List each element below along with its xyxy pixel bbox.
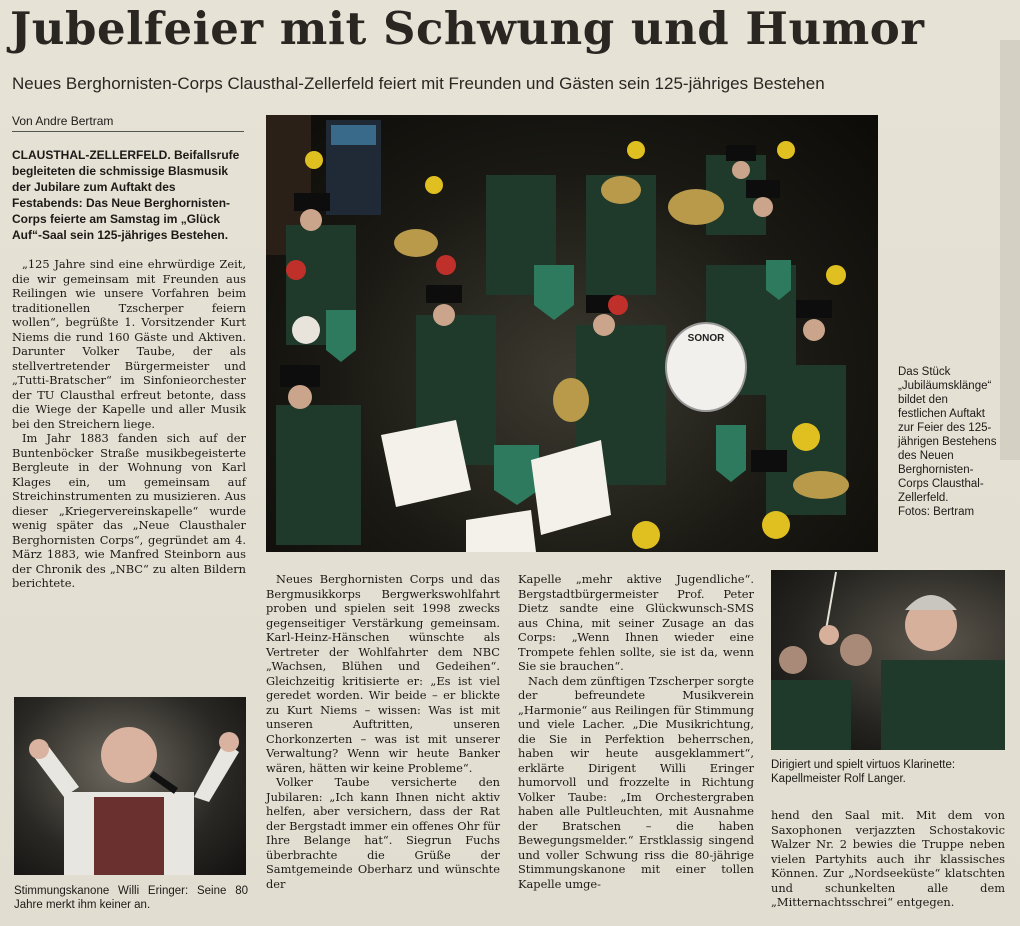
conductor-caption: Dirigiert und spielt virtuos Klarinette: Kapellmeister Rolf Langer. [771,759,956,785]
band-photo [266,115,878,552]
drum-brand: SONOR [687,333,725,344]
article-column-1 [12,147,246,591]
byline: Von Andre Bertram [12,114,244,132]
body-paragraph: Kapelle „mehr aktive Jugendliche“. Bergstadtbürgermeister Prof. Peter Dietz sandte eine Glückwunsch-SMS aus China, mit seiner Zusage an das Corps: „Wenn Ihnen wieder eine Trompete fehlen sollte, sie ist da, wenn Sie sie brauchen“. [518,572,754,673]
headline: Jubelfeier mit Schwung und Humor [10,2,925,55]
body-paragraph: Neues Berghornisten Corps und das Bergmusikkorps Bergwerkswohlfahrt proben und spielen seit 1998 zwecks gegenseitiger Verstärkung gemeinsam. Karl-Heinz-Hänschen wünschte als Vertreter der Wohlfahrter dem NBC „Wachsen, Blühen und Gedeihen“. Gleichzeitig kritisierte er: „Es ist viel geredet worden. Wir beide – er blickte zu Kurt Niems – wissen: Was ist mit unseren Auftritten, unseren Chorkonzerten – was ist mit unserer Verwaltung? Wenn wir heute Banker wären, hätten wir keine Probleme“. [266,572,500,775]
main-photo-caption [898,365,998,519]
body-paragraph: „125 Jahre sind eine ehrwürdige Zeit, die wir gemeinsam mit Freunden aus Reilingen wie unsere Vorfahren beim traditionellen Tzscherper feiern wollen“, begrüßte 1. Vorsitzender Kurt Niems die rund 160 Gäste und Aktiven. Darunter Volker Taube, der als stellvertretender Bürgermeister und „Tutti-Bratscher“ im Sinfonieorchester der TU Clausthal erfreut betonte, dass die Wiege der Kapelle und aller Musik bei den Streichern liege. [12,257,246,431]
body-paragraph: Nach dem zünftigen Tzscherper sorgte der befreundete Musikverein „Harmonie“ aus Reilingen für Stimmung und viele Lacher. „Die Musikrichtung, die Sie in Perfektion beherrschen, haben wir heute ausgeklammert“, erklärte Dirigent Willi Eringer humorvoll und frozzelte in Richtung Volker Taube: „Im Orchestergraben haben alle Pultleuchten, mit Ausnahme der Bratschen – die haben Bewegungsmelder.“ Erstklassig singend und voller Schwung riss die 80-jährige Stimmungskanone mit einer tollen Kapelle umge- [518,673,754,891]
singer-caption: Stimmungskanone Willi Eringer: Seine 80 Jahre merkt ihm keiner an. [14,885,248,911]
subheadline: Neues Berghornisten-Corps Clausthal-Zellerfeld feiert mit Freunden und Gästen sein 125-jähriges Bestehen [12,74,825,93]
singer-photo [14,697,246,875]
article-column-4 [771,808,1005,910]
body-paragraph: hend den Saal mit. Mit dem von Saxophonen verjazzten Schostakovic Walzer Nr. 2 bewies die Truppe neben vielen Partyhits auch ihr klassisches Können. Zur „Nordseeküste“ klatschten und schunkelten alle dem „Mitternachtsschrei“ entgegen. [771,808,1005,909]
article-column-2 [266,572,500,891]
photo-credit: Fotos: Bertram [898,506,975,518]
article-column-3 [518,572,754,891]
conductor-photo [771,570,1005,750]
main-caption-text: Das Stück „Jubiläumsklänge“ bildet den festlichen Auftakt zur Feier des 125-jährigen Bestehens des Neuen Berghornisten-Corps Clausthal-Zellerfeld. [898,366,997,504]
body-paragraph: Volker Taube versicherte den Jubilaren: „Ich kann Ihnen nicht aktiv helfen, aber versichern, dass der Rat der Bergstadt immer ein offenes Ohr für Ihre Belange hat“. Siegrun Fuchs überbrachte die Grüße der Samtgemeinde Oberharz und wünschte der [266,775,501,891]
adjacent-page-edge [1000,40,1020,460]
lead-paragraph: CLAUSTHAL-ZELLERFELD. Beifallsrufe begleiteten die schmissige Blasmusik der Jubilare zum Auftakt des Festabends: Das Neue Berghornisten-Corps feierte am Samstag im „Glück Auf“-Saal sein 125-jähriges Bestehen. [12,148,240,242]
body-paragraph: Im Jahr 1883 fanden sich auf der Buntenböcker Straße musikbegeisterte Bergleute in der Wohnung von Karl Klages ein, um gemeinsam auf Streichinstrumenten zu musizieren. Aus dieser „Kriegervereinskapelle“ wurde wenig später das „Neue Clausthaler Berghornisten Corps“, gegründet am 4. März 1883, wie Manfred Steinborn aus der Chronik des „NBC“ zu alten Bildern berichtete. [12,431,246,590]
